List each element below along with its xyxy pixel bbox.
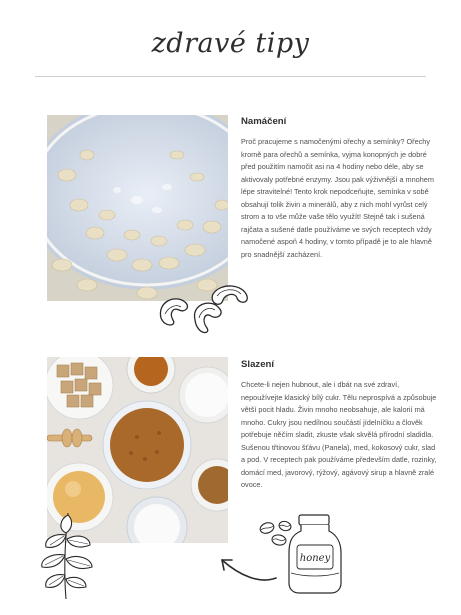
curved-arrow-icon <box>210 548 280 588</box>
leaf-branch-icon <box>30 505 100 600</box>
honey-jar-icon <box>285 513 345 595</box>
page-title: zdravé tipy <box>151 28 310 59</box>
section-heading-sweetening: Slazení <box>241 359 275 370</box>
title-divider <box>35 76 426 77</box>
honey-jar-label: honey <box>299 553 331 564</box>
section-body-soaking: Proč pracujeme s namočenými ořechy a semínky? Ořechy kromě para ořechů a semínka, vyjma konopných je dobré před použitím namočit asi na 4 hodiny nebo déle, aby se aktivovaly potřebné enzymy. Jsou pak výživnější a mnohem lépe stravitelné! Tento krok nepodceňujte, semínka v sobě obsahují tolik živin a minerálů, aby z nich mohl vyrůst celý strom a to vše může vaše tělo využít! Stejně tak i sušená rajčata a sušené datle používáme ve svých receptech vždy namočené aspoň 4 hodiny, v tomto případě je to ale hlavně pro snadnější zacházení. <box>241 137 434 259</box>
section-heading-soaking: Namáčení <box>241 116 287 127</box>
cashew-nuts-icon <box>155 280 255 340</box>
soaking-nuts-photo <box>47 115 228 301</box>
section-body-sweetening: Chcete-li nejen hubnout, ale i dbát na své zdraví, nepoužívejte klasický bílý cukr. Tělu neprospívá a způsobuje větší pocit hladu. Živin mnoho neobsahuje, ale kalorií má mnoho. Cukry jsou nedílnou součástí jídelníčku a člověk potřebuje něčím sladit, zkuste však skvělá přírodní sladidla. Sušenou třtinovou šťávu (Panela), med, kokosový cukr, slad a pod. V receptech pak používáme především datle, rozinky, domácí med, javorový, rýžový, agávový sirup a hlavně zralé ovoce. <box>241 380 437 489</box>
